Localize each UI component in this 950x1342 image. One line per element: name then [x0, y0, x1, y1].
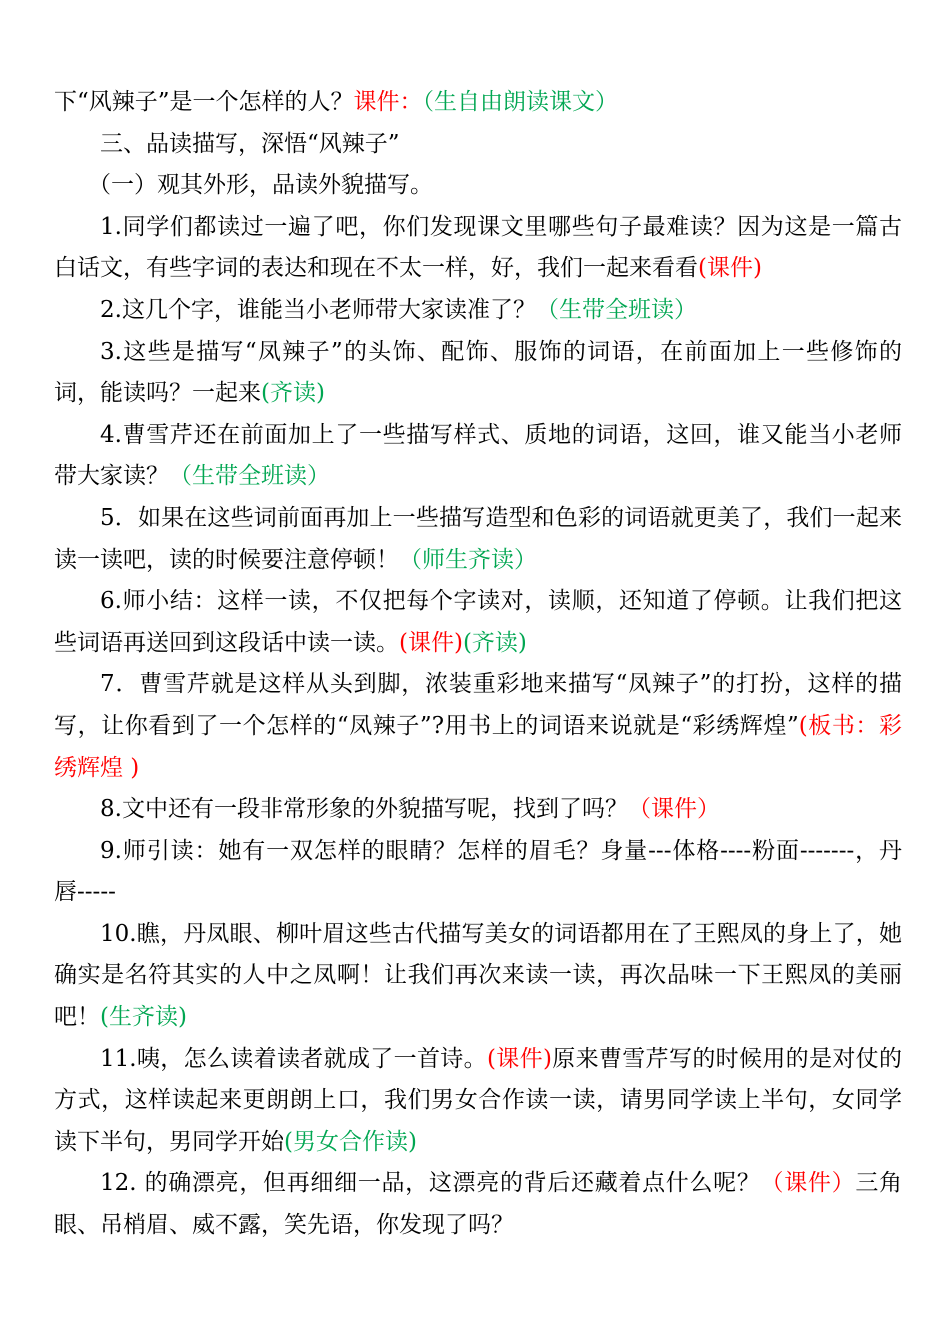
text-segment: 10.瞧，丹凤眼、柳叶眉这些古代描写美女的词语都用在了王熙凤的身上了，她确实是名符其实的人中之凤啊！让我们再次来读一读，再次品味一下王熙凤的美丽吧！	[54, 920, 902, 1031]
text-segment: 三角眼、吊梢眉、威不露，笑先语，你发现了吗？	[54, 1170, 903, 1239]
text-segment: 8.文中还有一段非常形象的外貌描写呢，找到了吗？	[100, 796, 628, 823]
paragraph-step-1	[54, 207, 902, 290]
annotation-student-activity: （生自由朗读课文）	[422, 89, 619, 115]
paragraph-step-9	[54, 831, 902, 914]
annotation-student-activity: (齐读)	[462, 629, 527, 656]
annotation-student-activity: (齐读)	[261, 380, 325, 407]
annotation-student-activity: （师生齐读）	[399, 546, 537, 573]
text-segment: 12. 的确漂亮，但再细细一品，这漂亮的背后还藏着点什么呢？	[100, 1170, 761, 1197]
paragraph-step-2	[54, 290, 902, 332]
annotation-courseware: （课件）	[627, 796, 720, 823]
paragraph-step-5	[54, 498, 902, 581]
paragraph-step-8	[54, 789, 902, 831]
annotation-student-activity: (生齐读)	[100, 1004, 187, 1031]
text-segment: 5．如果在这些词前面再加上一些描写造型和色彩的词语就更美了，我们一起来读一读吧，读的时候要注意停顿！	[54, 504, 902, 573]
text-segment: 1.同学们都读过一遍了吧，你们发现课文里哪些句子最难读？因为这是一篇古白话文，有些字词的表达和现在不太一样，好，我们一起来看看	[54, 213, 902, 282]
text-segment: 6.师小结：这样一读，不仅把每个字读对，读顺，还知道了停顿。让我们把这些词语再送回到这段话中读一读。	[54, 588, 902, 656]
paragraph-step-6	[54, 581, 902, 664]
annotation-courseware: (课件)	[698, 255, 762, 282]
document-page	[54, 82, 902, 1247]
paragraph-step-3	[54, 332, 902, 415]
paragraph-step-4	[54, 415, 902, 498]
text-segment: 三、品读描写，深悟“风辣子”	[100, 130, 400, 157]
annotation-courseware: 课件：	[353, 89, 423, 115]
text-segment: 7．曹雪芹就是这样从头到脚，浓装重彩地来描写“凤辣子”的打扮，这样的描写，让你看到了一个怎样的“凤辣子”?用书上的词语来说就是“彩绣辉煌”	[54, 671, 902, 739]
annotation-student-activity: （生带全班读）	[169, 463, 330, 490]
text-segment: 原来曹雪芹写的时候用的是对仗的方式，这样读起来更朗朗上口，我们男女合作读一读，请男同学读上半句，女同学读下半句，男同学开始	[54, 1045, 903, 1155]
subsection-heading	[54, 165, 902, 207]
paragraph-step-7	[54, 664, 902, 789]
annotation-student-activity: （生带全班读）	[535, 296, 697, 323]
text-segment: 9.师引读：她有一双怎样的眼睛？怎样的眉毛？身量---体格----粉面-------，丹唇-----	[54, 837, 902, 906]
annotation-courseware: (课件)	[486, 1045, 552, 1072]
paragraph-step-11	[54, 1039, 902, 1164]
annotation-student-activity: (男女合作读)	[284, 1128, 417, 1155]
text-segment: 3.这些是描写“凤辣子”的头饰、配饰、服饰的词语，在前面加上一些修饰的词，能读吗？一起来	[54, 338, 902, 407]
annotation-blackboard: (板书：彩绣辉煌 )	[54, 712, 902, 781]
annotation-courseware: (课件)	[399, 629, 463, 656]
text-segment: （一）观其外形，品读外貌描写。	[88, 172, 433, 199]
section-heading	[54, 124, 902, 166]
text-segment: 4.曹雪芹还在前面加上了一些描写样式、质地的词语，这回，谁又能当小老师带大家读？	[54, 421, 902, 490]
annotation-courseware: （课件）	[760, 1170, 856, 1197]
text-segment: 2.这几个字，谁能当小老师带大家读准了？	[100, 296, 536, 323]
text-segment: 11.咦，怎么读着读者就成了一首诗。	[100, 1045, 487, 1072]
paragraph-step-10	[54, 914, 902, 1039]
paragraph-intro	[54, 82, 902, 124]
text-segment: 下“风辣子”是一个怎样的人？	[54, 89, 354, 115]
paragraph-step-12	[54, 1163, 902, 1246]
